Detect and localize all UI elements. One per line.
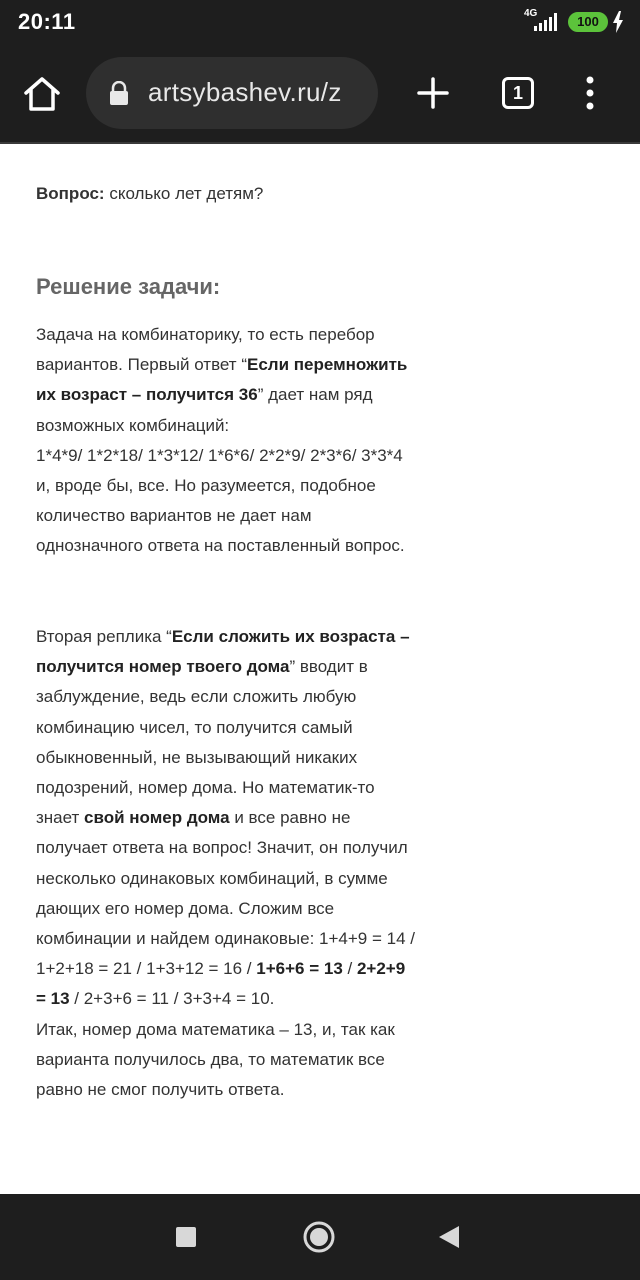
p1-text-3: 1*4*9/ 1*2*18/ 1*3*12/ 1*6*6/ 2*2*9/ 2*3*6/ 3*3*4 и, вроде бы, все. Но разумеется, подобное количество вариантов не дает нам однозначного ответа на поставленный вопрос. [36,445,405,556]
p2-bold-2: свой номер дома [84,808,230,828]
p2-text-5: / 2+3+6 = 11 / 3+3+4 = 10. [69,989,275,1009]
paragraph-1 [36,320,416,562]
tab-count: 1 [512,83,523,103]
p2-bold-4: 2+2+9 = 13 [36,959,406,1009]
status-bar [0,0,640,44]
p1-text-2: ” дает нам ряд возможных комбинаций: [36,385,373,435]
question-line [36,184,263,204]
paragraph-2 [36,622,416,1105]
p2-text-4: / [342,959,357,979]
battery-indicator [568,12,608,32]
p1-bold-1: Если перемножить их возраст – получится 36 [36,355,408,405]
p2-bold-1: Если сложить их возраста – получится номер твоего дома [36,627,410,677]
address-bar[interactable] [86,57,378,129]
section-heading: Решение задачи: [36,274,221,299]
p2-text-6: Итак, номер дома математика – 13, и, так как варианта получилось два, то математик все равно не смог получить ответа. [36,1019,395,1100]
p1-text-1: Задача на комбинаторику, то есть перебор вариантов. Первый ответ “ [36,325,375,375]
more-vert-icon[interactable] [580,75,600,111]
tab-switcher-button[interactable] [502,77,534,109]
back-icon[interactable] [438,1225,460,1249]
lock-icon [108,81,130,105]
page-content [0,142,640,1194]
url-text: artsybashev.ru/z [148,77,342,107]
browser-toolbar [0,44,640,142]
network-type-label: 4G [524,8,538,19]
charging-icon [612,11,624,33]
battery-level: 100 [577,14,599,29]
home-icon[interactable] [22,74,62,114]
plus-icon[interactable] [414,74,452,112]
status-time: 20:11 [18,9,76,34]
recents-icon[interactable] [176,1227,196,1247]
p2-text-3: и все равно не получает ответа на вопрос! Значит, он получил несколько одинаковых комбинаций, в сумме дающих его номер дома. Сложим все комбинации и найдем одинаковые: 1+4+9 = 14 / 1+2+18 = 21 / 1+3+12 = 16 / [36,808,415,979]
p2-text-1: Вторая реплика “ [36,627,172,646]
home-circle-icon[interactable] [302,1220,336,1254]
system-nav-bar [0,1194,640,1280]
p2-bold-3: 1+6+6 = 13 [256,959,343,979]
question-text: сколько лет детям? [104,184,264,203]
p2-text-2: ” вводит в заблуждение, ведь если сложить любую комбинацию чисел, то получится самый обыкновенный, не вызывающий никаких подозрений, номер дома. Но математик-то знает [36,657,375,828]
signal-icon [534,13,558,31]
question-label: Вопрос: [36,184,105,203]
